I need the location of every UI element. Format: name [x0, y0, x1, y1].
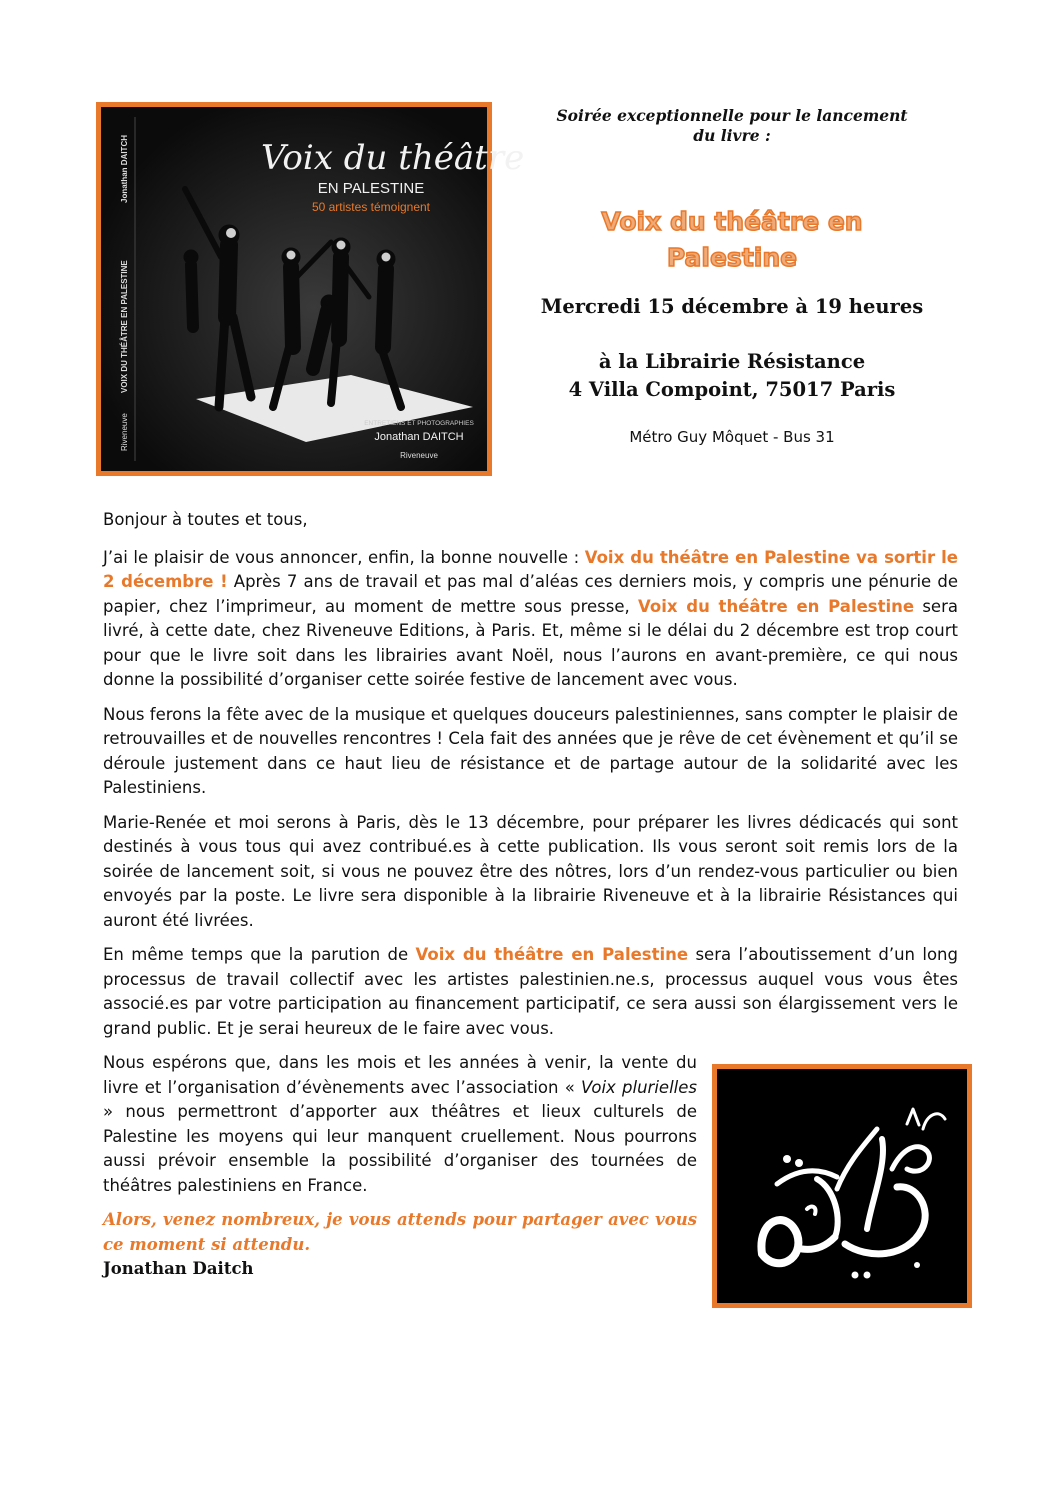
intro-text: Soirée exceptionnelle pour le lancement du livre :: [556, 106, 908, 145]
cover-title-caps: EN PALESTINE: [317, 180, 425, 197]
paragraph-1: J’ai le plaisir de vous annoncer, enfin, la bonne nouvelle : Voix du théâtre en Palestine va sortir le 2 décembre ! Après 7 ans de travail et pas mal d’aléas ces derniers mois, y compris une pénurie de papier, chez l’imprimeur, au moment de mettre sous presse, Voix du théâtre en Palestine sera livré, à cette date, chez Riveneuve Editions, à Paris. Et, même si le délai du 2 décembre est trop court pour que le livre soit dans les librairies avant Noël, nous l’aurons en avant-première, ce qui nous donne la possibilité d’organiser cette soirée festive de lancement avec vous.: [103, 547, 958, 689]
closing-line: Alors, venez nombreux, je vous attends pour partager avec vous ce moment si attendu.: [103, 1210, 697, 1254]
cover-publisher: Riveneuve: [400, 451, 438, 460]
spine-author: Jonathan DAITCH: [120, 135, 129, 203]
book-cover-image: [96, 102, 525, 476]
signature: Jonathan Daitch: [103, 1259, 254, 1278]
event-header: [510, 106, 954, 446]
spine-title: VOIX DU THÉÂTRE EN PALESTINE: [120, 260, 129, 393]
greeting: Bonjour à toutes et tous,: [103, 510, 308, 529]
cover-credit-line: ENTRETIENS ET PHOTOGRAPHIES: [364, 420, 474, 427]
calligraphy-logo: [712, 1064, 972, 1308]
paragraph-4: En même temps que la parution de Voix du théâtre en Palestine sera l’aboutissement d’un long processus de travail collectif avec les artistes palestinien.ne.s, processus auquel vous vous êtes associé.es par votre participation au financement participatif, ce sera aussi son élargissement vers le grand public. Et je serai heureux de le faire avec vous.: [103, 945, 958, 1038]
event-date: Mercredi 15 décembre à 19 heures: [540, 295, 924, 318]
cover-subtitle: 50 artistes témoignent: [311, 200, 431, 214]
paragraph-5: Nous espérons que, dans les mois et les années à venir, la vente du livre et l’organisation d’évènements avec l’association « Voix plurielles » nous permettront d’apporter aux théâtres et lieux culturels de Palestine les moyens qui leur manquent cruellement. Nous pourrons aussi prévoir ensemble la possibilité d’organiser des tournées de théâtres palestiniens en France.: [103, 1053, 697, 1195]
spine-publisher: Riveneuve: [120, 413, 129, 451]
cover-credit-author: Jonathan DAITCH: [374, 431, 464, 443]
paragraph-3: Marie-Renée et moi serons à Paris, dès le 13 décembre, pour préparer les livres dédicacés qui sont destinés à vous tous qui avez contribué.es à cette publication. Ils vous seront soit remis lors de la soirée de lancement soit, si vous ne pouvez être des nôtres, lors d’un rendez-vous particulier ou bien envoyés par la poste. Le livre sera disponible à la librairie Riveneuve et à la librairie Résistances qui auront été livrées.: [103, 812, 958, 930]
event-venue: à la Librairie Résistance 4 Villa Compoint, 75017 Paris: [568, 350, 896, 401]
paragraph-2: Nous ferons la fête avec de la musique et quelques douceurs palestiniennes, sans compter le plaisir de retrouvailles et de nouvelles rencontres ! Cela fait des années que je rêve de cet évènement et qu’il se déroule justement dans ce haut lieu de résistance et de partage autour de la solidarité avec les Palestiniens.: [103, 704, 958, 797]
book-title: Voix du théâtre en Palestine: [601, 207, 863, 272]
cover-title-script: Voix du théâtre: [261, 138, 525, 178]
transport-info: Métro Guy Môquet - Bus 31: [629, 428, 835, 446]
